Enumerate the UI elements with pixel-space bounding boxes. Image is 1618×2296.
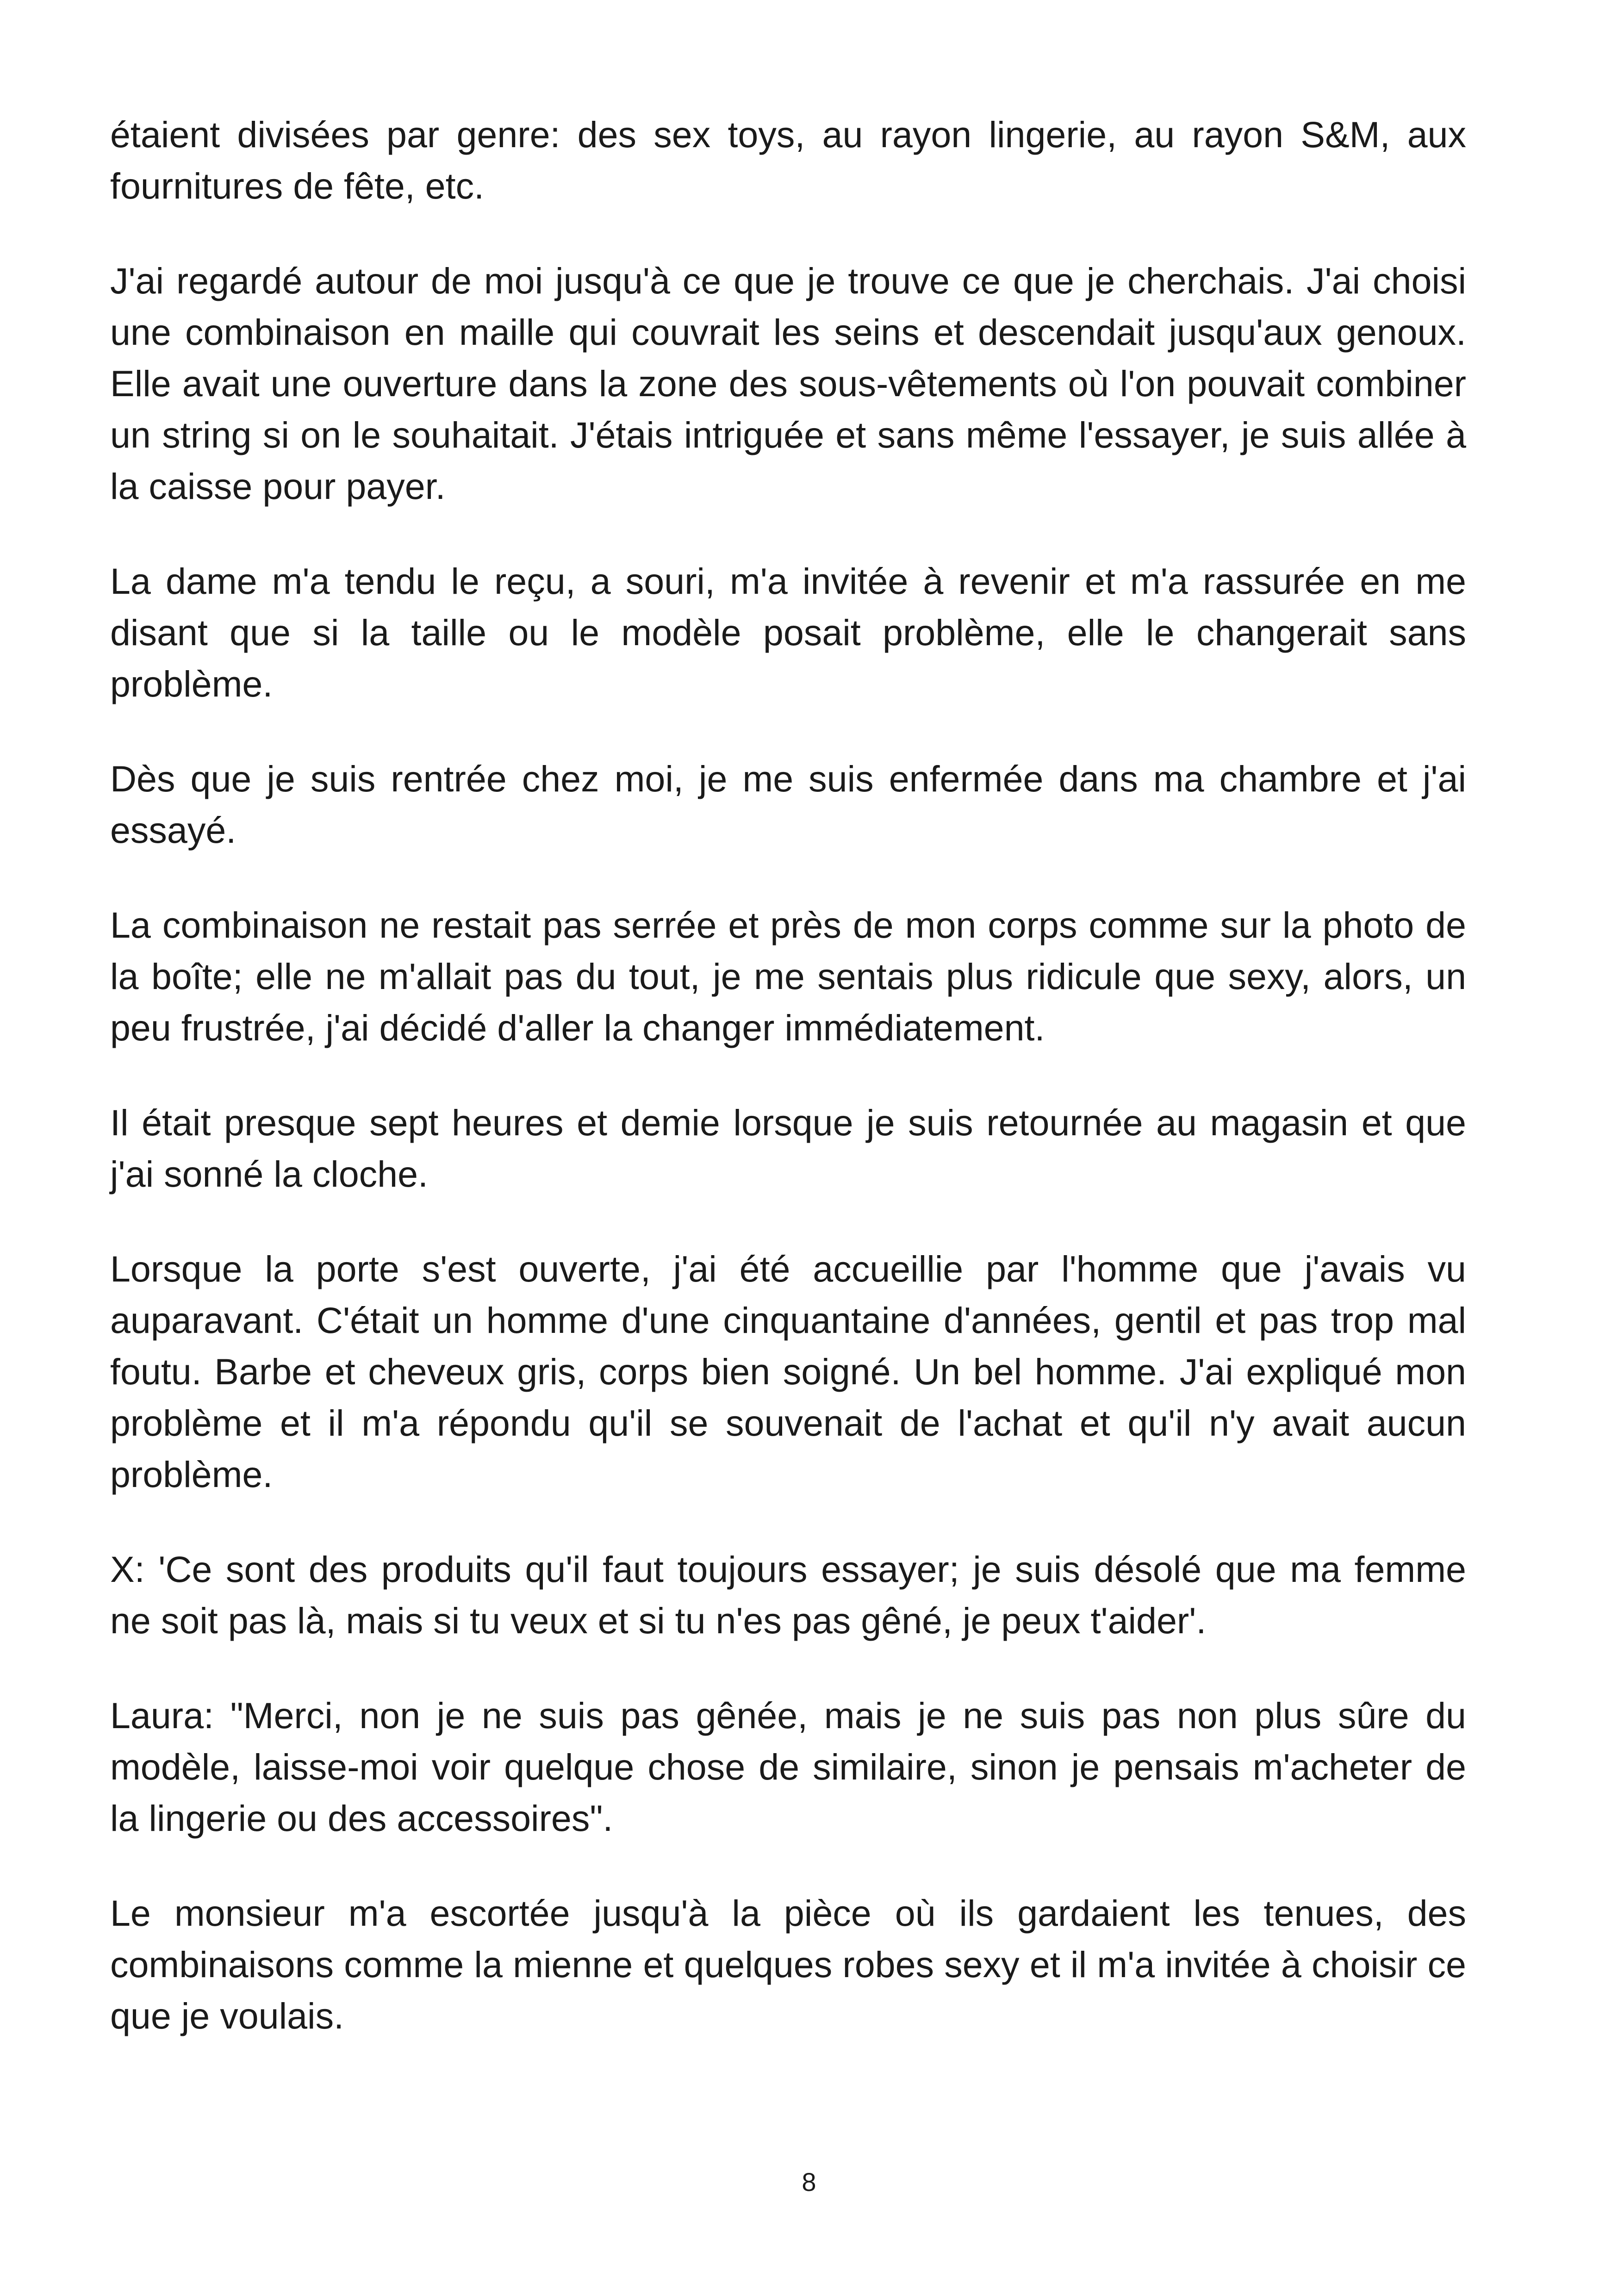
body-text xyxy=(110,109,1466,2085)
paragraph-8: X: 'Ce sont des produits qu'il faut toujours essayer; je suis désolé que ma femme ne soit pas là, mais si tu veux et si tu n'es pas gêné, je peux t'aider'. xyxy=(110,1549,1466,1641)
paragraph-2: J'ai regardé autour de moi jusqu'à ce que je trouve ce que je cherchais. J'ai choisi une combinaison en maille qui couvrait les seins et descendait jusqu'aux genoux. Elle avait une ouverture dans la zone des sous-vêtements où l'on pouvait combiner un string si on le souhaitait. J'étais intriguée et sans même l'essayer, je suis allée à la caisse pour payer. xyxy=(110,260,1466,507)
paragraph-1: étaient divisées par genre: des sex toys, au rayon lingerie, au rayon S&M, aux fournitures de fête, etc. xyxy=(110,114,1466,206)
page-number: 8 xyxy=(802,2167,816,2196)
paragraph-6: Il était presque sept heures et demie lorsque je suis retournée au magasin et que j'ai sonné la cloche. xyxy=(110,1102,1466,1195)
paragraph-7: Lorsque la porte s'est ouverte, j'ai été accueillie par l'homme que j'avais vu auparavant. C'était un homme d'une cinquantaine d'années, gentil et pas trop mal foutu. Barbe et cheveux gris, corps bien soigné. Un bel homme. J'ai expliqué mon problème et il m'a répondu qu'il se souvenait de l'achat et qu'il n'y avait aucun problème. xyxy=(110,1248,1466,1495)
paragraph-9: Laura: "Merci, non je ne suis pas gênée, mais je ne suis pas non plus sûre du modèle, laisse-moi voir quelque chose de similaire, sinon je pensais m'acheter de la lingerie ou des accessoires". xyxy=(110,1695,1466,1839)
paragraph-4: Dès que je suis rentrée chez moi, je me suis enfermée dans ma chambre et j'ai essayé. xyxy=(110,758,1466,851)
paragraph-5: La combinaison ne restait pas serrée et près de mon corps comme sur la photo de la boîte; elle ne m'allait pas du tout, je me sentais plus ridicule que sexy, alors, un peu frustrée, j'ai décidé d'aller la changer immédiatement. xyxy=(110,904,1466,1048)
paragraph-3: La dame m'a tendu le reçu, a souri, m'a invitée à revenir et m'a rassurée en me disant que si la taille ou le modèle posait problème, elle le changerait sans problème. xyxy=(110,560,1466,704)
paragraph-10: Le monsieur m'a escortée jusqu'à la pièce où ils gardaient les tenues, des combinaisons comme la mienne et quelques robes sexy et il m'a invitée à choisir ce que je voulais. xyxy=(110,1892,1466,2036)
